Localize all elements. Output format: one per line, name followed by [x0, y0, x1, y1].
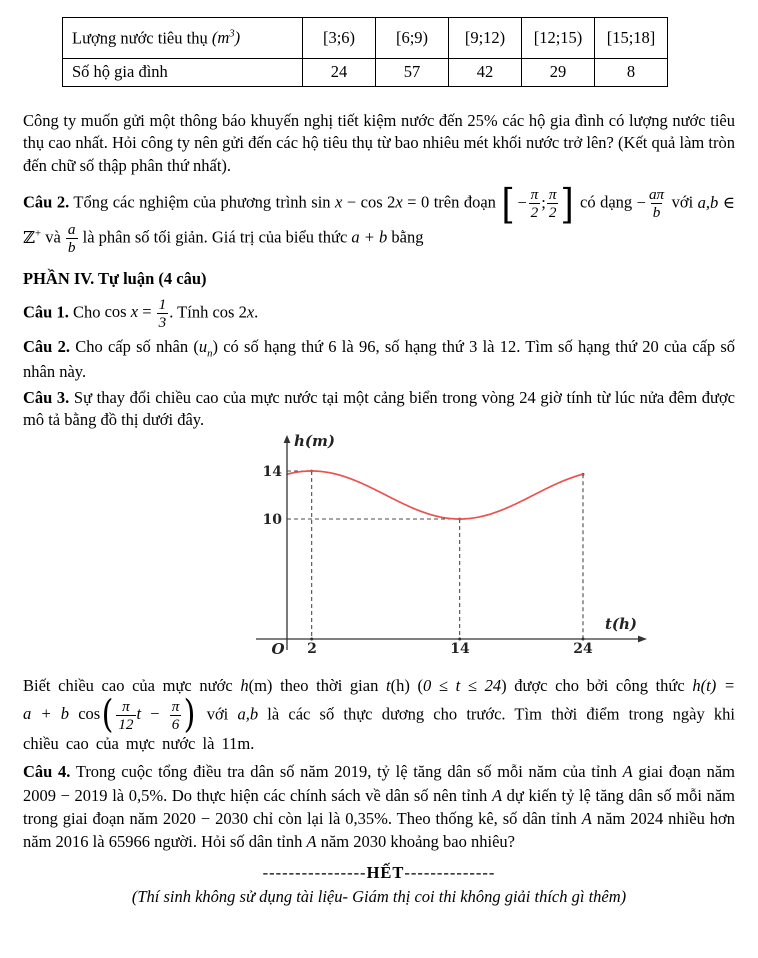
var-t: t	[386, 675, 391, 695]
value-1: 57	[376, 59, 449, 87]
equals: =	[138, 302, 156, 322]
interval-bracket: [− $\frac{\pi}{2}$ ; $\frac{\pi}{2}$ ]	[501, 179, 575, 228]
expression-cos2x	[212, 302, 254, 321]
var-ab: a,b	[697, 192, 719, 212]
text: trên đoạn	[433, 192, 501, 212]
num: aπ	[648, 186, 665, 204]
y-tick-14: 14	[262, 463, 282, 480]
y-tick-10: 10	[262, 511, 282, 528]
num: π	[548, 186, 557, 204]
num: π	[171, 697, 180, 715]
den: 2	[530, 204, 539, 222]
fn-sin: sin	[311, 192, 336, 212]
unit-h: (h)	[390, 675, 418, 695]
fraction-pi-6	[169, 698, 183, 733]
question-4-essay	[23, 760, 735, 852]
text: . Tính	[169, 302, 213, 322]
question-2-short	[23, 179, 735, 257]
minus: −	[636, 192, 646, 212]
dashes: --------------	[404, 862, 496, 882]
fraction-1-3	[156, 296, 170, 331]
x-tick-2: 2	[307, 640, 317, 657]
fraction-pi-2	[528, 186, 542, 221]
sequence-un	[193, 336, 218, 360]
text: là phân số tối giản. Giá trị của biểu thức	[78, 227, 352, 247]
equation-cos	[104, 295, 170, 331]
plus-sup: +	[35, 227, 42, 240]
question-2-essay	[23, 336, 735, 383]
value-3: 29	[522, 59, 595, 87]
question-label: Câu 2.	[23, 192, 70, 212]
integer-set-symbol: ℤ	[23, 227, 36, 247]
question-3-essay	[23, 387, 735, 432]
question-label: Câu 1.	[23, 302, 69, 322]
paren-open: (	[417, 675, 424, 695]
tide-chart-svg	[250, 432, 650, 662]
bin-3: [12;15)	[522, 18, 595, 59]
fn-cos: cos	[69, 703, 101, 723]
eq-zero: = 0	[402, 192, 434, 212]
op: − cos 2	[342, 192, 396, 212]
text: Cho	[68, 302, 105, 322]
unit-m: (m)	[248, 675, 273, 695]
num: a	[67, 221, 76, 239]
section-heading: PHẦN IV. Tự luận (4 câu)	[23, 269, 207, 289]
semicolon: ;	[541, 192, 546, 212]
text: giai đoạn năm 2009 − 2019 là 0,5%. Do thực hiện các chính sách về dân số nên tỉnh	[23, 762, 735, 805]
paragraph-tide-formula	[23, 675, 735, 756]
fraction-pi-2	[546, 186, 560, 221]
text: .	[254, 302, 259, 322]
value-0: 24	[303, 59, 376, 87]
element-of: ∈	[718, 192, 735, 212]
paren-close: )	[234, 28, 241, 48]
minus: −	[141, 703, 169, 723]
text: Biết chiều cao của mực nước	[23, 675, 241, 695]
text: dự kiến tỷ lệ tăng dân số mỗi năm trong giai đoạn năm 2020 − 2030 chỉ còn lại là 0,35%. Theo thống kê, số dân tỉnh	[23, 785, 735, 828]
num: π	[530, 186, 539, 204]
text: và	[41, 227, 65, 247]
var-t: t	[136, 703, 142, 723]
paren-close: )	[212, 336, 218, 356]
chart-dynamic-layer	[287, 470, 584, 641]
var-A: A	[581, 808, 592, 828]
var-x: x	[130, 302, 139, 322]
den: 6	[171, 715, 180, 733]
equation-sin-cos	[311, 193, 433, 212]
tide-chart	[250, 432, 650, 662]
den: 3	[158, 313, 167, 331]
text: năm 2030 khoảng bao nhiêu?	[316, 831, 515, 851]
unit-m3	[212, 28, 240, 47]
frequency-table	[62, 17, 668, 87]
dashes: ----------------	[262, 862, 367, 882]
text: Cho cấp số nhân	[69, 336, 194, 356]
household-count-label: Số hộ gia đình	[63, 59, 303, 87]
bin-4: [15;18]	[595, 18, 668, 59]
fraction-api-b	[646, 186, 667, 221]
text: với	[667, 192, 698, 212]
unit-base: m	[217, 28, 230, 48]
text: Trong cuộc tổng điều tra dân số năm 2019, tỷ lệ tăng dân số mỗi năm của tỉnh	[70, 762, 623, 782]
value-2: 42	[449, 59, 522, 87]
text: có số hạng thứ 6 là 96, số hạng thứ 3 là 12. Tìm số hạng thứ 20 của cấp số nhân này.	[23, 336, 736, 381]
var-x: x	[335, 192, 343, 212]
var-A: A	[491, 785, 503, 805]
var-h-m	[240, 676, 272, 695]
x-axis-arrow-icon	[638, 636, 647, 643]
minus: −	[516, 192, 528, 212]
expression-a-plus-b: a + b	[351, 227, 388, 247]
bin-2: [9;12)	[449, 18, 522, 59]
y-axis-label: h(m)	[294, 431, 335, 450]
question-label: Câu 2.	[23, 336, 70, 356]
text: với	[197, 703, 238, 723]
var-x: x	[246, 302, 255, 322]
exam-note: (Thí sinh không sử dụng tài liệu- Giám thị coi thi không giải thích gì thêm)	[131, 887, 627, 907]
den: 12	[118, 715, 134, 733]
domain-condition	[418, 676, 507, 695]
x-tick-14: 14	[450, 640, 470, 657]
var-u: u	[198, 336, 208, 356]
tide-curve	[287, 471, 583, 519]
het-label: HẾT	[366, 862, 405, 882]
var-h: h	[240, 675, 249, 695]
fn-cos: cos	[104, 302, 131, 322]
num: π	[122, 697, 130, 715]
question-1-essay	[23, 296, 735, 331]
var-x: x	[395, 192, 403, 212]
var-t-h	[386, 676, 418, 695]
x-axis-label: t(h)	[605, 614, 638, 633]
sub-n: n	[207, 347, 213, 360]
text: Tổng các nghiệm của phương trình	[69, 192, 312, 212]
question-label: Câu 3.	[23, 388, 70, 408]
fraction-a-b	[65, 221, 79, 256]
value-4: 8	[595, 59, 668, 87]
paren-open: (	[193, 336, 199, 356]
text: Sự thay đổi chiều cao của mực nước tại một cảng biển trong vòng 24 giờ tính từ lúc nửa đêm được mô tả bằng đồ thị dưới đây.	[23, 388, 735, 430]
text: được cho bởi công thức	[506, 675, 693, 695]
lhs: h(t) = a + b	[23, 675, 735, 723]
table-header-label	[63, 18, 303, 59]
fraction-pi-12	[115, 698, 136, 733]
paren-close: )	[501, 675, 507, 695]
origin-label: O	[271, 639, 285, 658]
water-consumption-label: Lượng nước tiêu thụ	[72, 28, 212, 48]
question-label: Câu 4.	[23, 762, 71, 782]
bin-0: [3;6)	[303, 18, 376, 59]
bin-1: [6;9)	[376, 18, 449, 59]
paren-open: (	[211, 28, 218, 48]
table-row	[63, 18, 668, 59]
var-A: A	[306, 831, 317, 851]
text: bằng	[387, 227, 424, 247]
expression-neg-api-b	[636, 186, 668, 222]
var-A: A	[622, 762, 633, 782]
condition: 0 ≤ t ≤ 24	[423, 675, 502, 695]
den: 2	[548, 204, 557, 222]
fn-cos: cos 2	[212, 302, 247, 322]
paragraph-question-1: Công ty muốn gửi một thông báo khuyến nghị tiết kiệm nước đến 25% các hộ gia đình có lượng nước tiêu thụ cao nhất. Hỏi công ty nên gửi đến các hộ tiêu thụ từ bao nhiêu mét khối nước trở lên? (Kết quả làm tròn đến chữ số thập phân thứ nhất).	[23, 111, 735, 175]
num: 1	[158, 295, 167, 313]
var-ab: a,b	[237, 703, 259, 723]
table-row	[63, 59, 668, 87]
tide-formula: h(t) = a + b cos( $\frac{\pi}{12}$ t − $\frac{\pi}{6}$ )	[23, 675, 735, 738]
den: b	[67, 239, 76, 257]
text: có dạng	[575, 192, 637, 212]
unit-exponent: 3	[229, 27, 235, 40]
text: là các số thực dương cho trước. Tìm thời điểm trong ngày khi chiều cao của mực nước là 11m.	[23, 703, 735, 753]
x-tick-24: 24	[573, 640, 593, 657]
end-marker	[23, 862, 735, 884]
y-axis-arrow-icon	[284, 435, 291, 443]
text: theo thời gian	[272, 675, 387, 695]
text: năm 2024 nhiều hơn năm 2016 là 65966 người. Hỏi số dân tỉnh	[23, 808, 735, 851]
den: b	[652, 204, 661, 222]
